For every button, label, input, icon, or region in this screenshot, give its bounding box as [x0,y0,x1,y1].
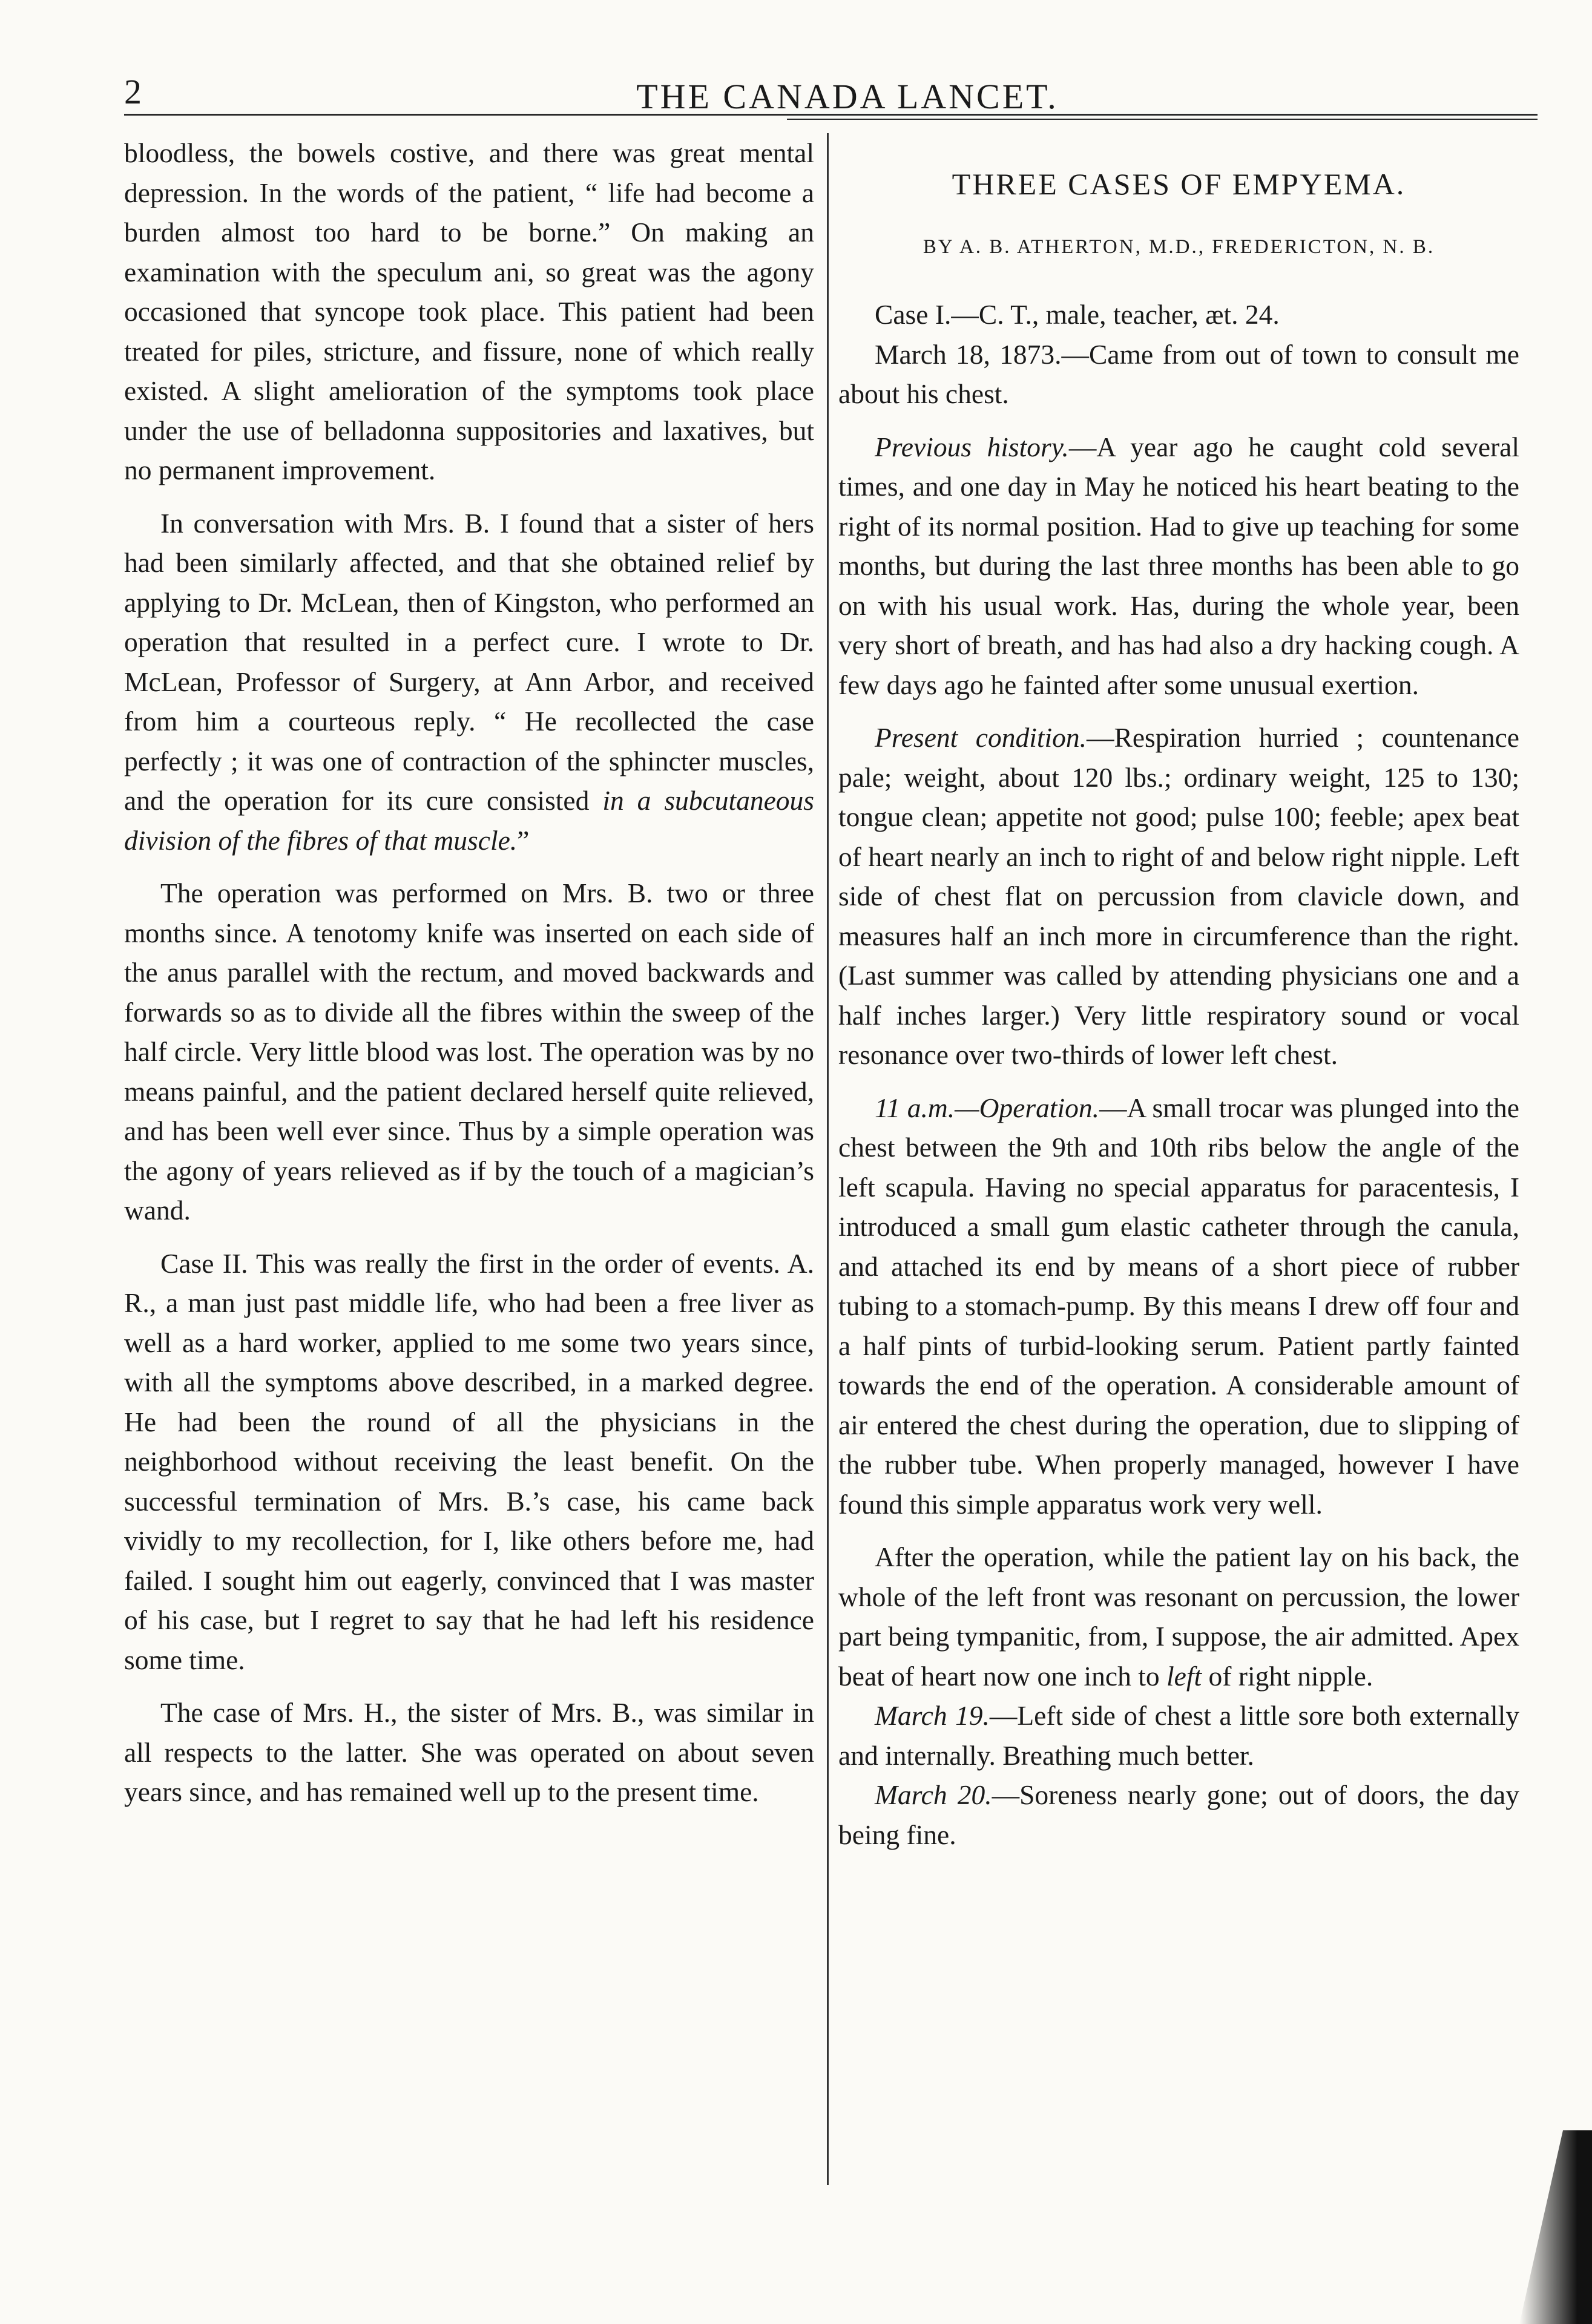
date-label: March 19. [875,1700,990,1731]
paragraph-text: of right nipple. [1202,1660,1373,1692]
byline: BY A. B. ATHERTON, M.D., FREDERICTON, N. B. [923,235,1435,258]
paragraph-present-condition [838,718,1519,1075]
quote-close: ” [517,824,530,856]
paragraph-march-19 [838,1696,1519,1775]
article-title: THREE CASES OF EMPYEMA. [952,167,1406,201]
right-column [838,133,1519,1854]
paragraph-text: In conversation with Mrs. B. I found that a sister of hers had been similarly affected, and that she obtained relief by applying to Dr. McLean, then of Kingston, who performed an operation that resulted in a perfect cure. I wrote to Dr. McLean, Professor of Surgery, at Ann Arbor, and received from him a courteous reply. “ He recollected the case perfectly ; it was one of contraction of the sphincter muscles, and the operation for its cure consisted [124,507,814,816]
paragraph-text: —Respiration hurried ; countenance pale; weight, about 120 lbs.; ordinary weight, 125 to 130; tongue clean; appetite not good; pulse 100; feeble; apex beat of heart nearly an inch to right of and below right nipple. Left side of chest flat on percussion from clavicle down, and measures half an inch more in circumference than the right. (Last summer was called by attending physicians one and a half inches larger.) Very little respiratory sound or vocal resonance over two-thirds of lower left chest. [838,722,1520,1070]
italic-word: left [1166,1660,1202,1692]
paragraph-march-20 [838,1775,1519,1854]
left-column [124,133,814,1812]
case-i-heading: Case I.—C. T., male, teacher, æt. 24. [875,299,1280,330]
paragraph-text: —A year ago he caught cold several times, and one day in May he noticed his heart beating to the right of its normal position. Had to give up teaching for some months, but during the last three months has been able to go on with his usual work. Has, during the whole year, been very short of breath, and has had also a dry hacking cough. A few days ago he fainted after some unusual exertion. [838,431,1520,700]
paragraph-case-ii: Case II. This was really the first in the order of events. A. R., a man just past middle life, who had been a free liver as well as a hard worker, applied to me some two years since, with all the symptoms above described, in a marked degree. He had been the round of all the physicians in the neighborhood without receiving the least benefit. On the successful termination of Mrs. B.’s case, his came back vividly to my recollection, for I, like others before me, had failed. I sought him out eagerly, convinced that I was master of his case, but I regret to say that he had left his residence some time. [124,1247,814,1675]
paragraph-continuation: bloodless, the bowels costive, and there was great mental depression. In the words of the patient, “ life had become a burden almost too hard to be borne.” On making an examination with the speculum ani, so great was the agony occasioned that syncope took place. This patient had been treated for piles, stricture, and fissure, none of which really existed. A slight amelioration of the symptoms took place under the use of belladonna suppositories and laxatives, but no permanent improvement. [124,137,814,485]
paragraph-text: —Soreness nearly gone; out of doors, the day being fine. [838,1779,1519,1850]
paragraph-text: After the operation, while the patient lay on his back, the whole of the left front was resonant on percussion, the lower part being tympanitic, from, I suppose, the air admitted. Apex beat of heart now one inch to [838,1541,1519,1692]
paragraph-previous-history [838,427,1519,705]
paragraph-march-18: March 18, 1873.—Came from out of town to consult me about his chest. [838,338,1519,409]
header-rule-double [787,119,1538,120]
paragraph-text: —A small trocar was plunged into the chest between the 9th and 10th ribs below the angle of the left scapula. Having no special apparatus for paracentesis, I introduced a small gum elastic catheter through the canula, and attached its end by means of a short piece of rubber tubing to a stomach-pump. By this means I drew off four and a half pints of turbid-looking serum. Patient partly fainted towards the end of the operation. A considerable amount of air entered the chest during the operation, due to slipping of the rubber tube. When properly managed, however I have found this simple apparatus work very well. [838,1092,1520,1520]
paragraph-operation: The operation was performed on Mrs. B. two or three months since. A tenotomy knife was inserted on each side of the anus parallel with the rectum, and moved backwards and forwards so as to divide all the fibres within the sweep of the half circle. Very little blood was lost. The operation was by no means painful, and the patient declared herself quite relieved, and has been well ever since. Thus by a simple operation was the agony of years relieved as if by the touch of a magician’s wand. [124,878,814,1226]
section-label: Present condition. [875,722,1087,753]
column-divider [827,133,829,2185]
paragraph-mrs-h: The case of Mrs. H., the sister of Mrs. B., was similar in all respects to the latter. She was operated on about seven years since, and has remained well up to the present time. [124,1697,814,1807]
paragraph-after-operation [838,1537,1519,1696]
paragraph-text: —Left side of chest a little sore both externally and internally. Breathing much better. [838,1700,1520,1771]
running-head: THE CANADA LANCET. [636,77,1059,116]
italic-quote: in a subcutaneous division of the fibres of that muscle. [124,785,815,856]
section-label: 11 a.m.—Operation. [875,1092,1099,1123]
paragraph-mrs-b-conversation [124,504,814,861]
section-label: Previous history. [875,431,1069,462]
date-label: March 20. [875,1779,992,1810]
page-edge-shadow [1519,2130,1592,2324]
page-number: 2 [124,72,142,111]
header-rule [124,114,1538,116]
paragraph-operation-notes [838,1088,1519,1525]
